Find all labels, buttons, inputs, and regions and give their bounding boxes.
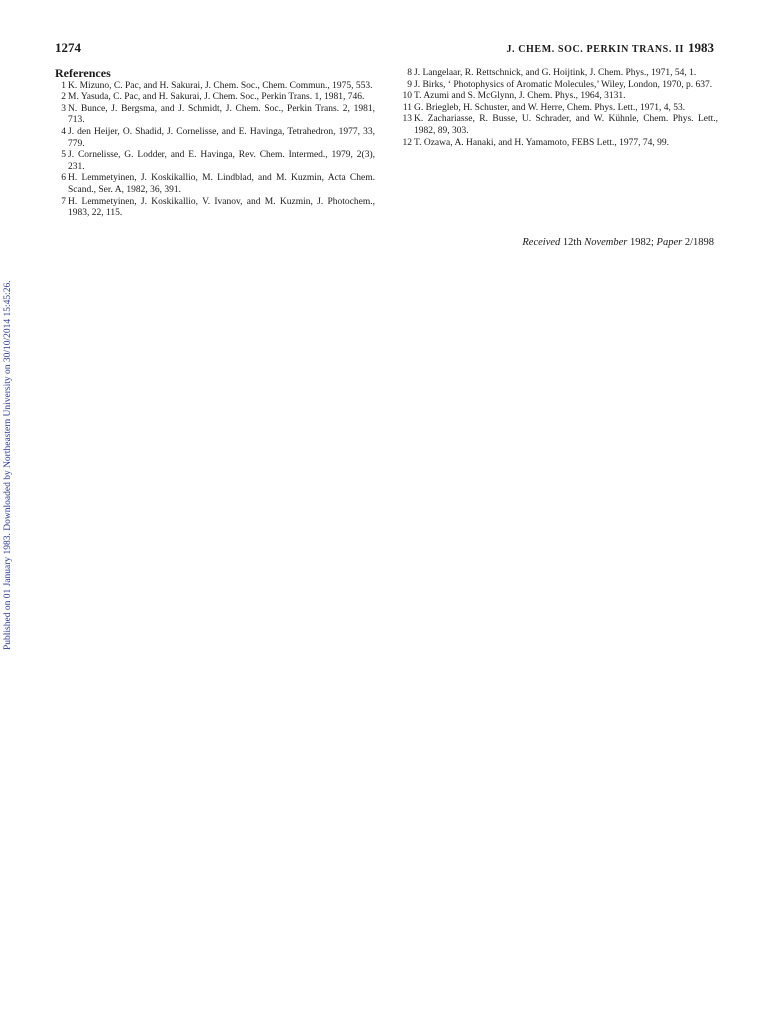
- reference-item: [398, 103, 718, 115]
- reference-text: T. Azumi and S. McGlynn, J. Chem. Phys., 1964, 3131.: [414, 91, 626, 102]
- reference-text: T. Ozawa, A. Hanaki, and H. Yamamoto, FEBS Lett., 1977, 74, 99.: [414, 137, 669, 148]
- references-right-column: [398, 68, 718, 149]
- reference-text: G. Briegleb, H. Schuster, and W. Herre, Chem. Phys. Lett., 1971, 4, 53.: [414, 102, 686, 113]
- reference-number: 12: [402, 137, 412, 148]
- reference-text: J. Cornelisse, G. Lodder, and E. Havinga, Rev. Chem. Intermed., 1979, 2(3), 231.: [68, 150, 375, 172]
- reference-item: [398, 80, 718, 92]
- reference-number: 3: [61, 103, 66, 114]
- paper-label: Paper: [656, 237, 683, 248]
- journal-title: J. CHEM. SOC. PERKIN TRANS. II: [506, 44, 684, 55]
- reference-item: [55, 197, 375, 220]
- reference-text: H. Lemmetyinen, J. Koskikallio, V. Ivanov, and M. Kuzmin, J. Photochem., 1983, 22, 115.: [68, 196, 375, 219]
- received-month: November: [584, 237, 628, 248]
- reference-number: 5: [61, 150, 66, 161]
- reference-number: 2: [61, 92, 66, 103]
- reference-number: 8: [407, 68, 412, 78]
- received-day: 12th: [562, 237, 582, 248]
- reference-text: J. den Heijer, O. Shadid, J. Cornelisse, and E. Havinga, Tetrahedron, 1977, 33, 779.: [68, 126, 375, 149]
- reference-text: H. Lemmetyinen, J. Koskikallio, M. Lindblad, and M. Kuzmin, Acta Chem. Scand., Ser. A, 1982, 36, 391.: [68, 173, 375, 195]
- received-note: [522, 237, 714, 248]
- journal-header: [506, 40, 714, 56]
- reference-number: 13: [402, 114, 412, 125]
- reference-text: J. Langelaar, R. Rettschnick, and G. Hoijtink, J. Chem. Phys., 1971, 54, 1.: [414, 68, 697, 78]
- reference-number: 11: [402, 102, 412, 113]
- reference-item: [55, 150, 375, 173]
- reference-text: K. Zachariasse, R. Busse, U. Schrader, and W. Kühnle, Chem. Phys. Lett., 1982, 89, 303.: [414, 114, 718, 136]
- reference-number: 7: [61, 196, 66, 207]
- journal-year: 1983: [688, 40, 714, 55]
- reference-item: [55, 104, 375, 127]
- received-year: 1982;: [629, 237, 654, 248]
- received-label: Received: [522, 237, 561, 248]
- reference-item: [398, 138, 718, 150]
- reference-text: K. Mizuno, C. Pac, and H. Sakurai, J. Chem. Soc., Chem. Commun., 1975, 553.: [68, 80, 373, 91]
- reference-number: 10: [402, 91, 412, 102]
- download-stamp: Published on 01 January 1983. Downloaded by Northeastern University on 30/10/2014 15:45:26.: [3, 280, 13, 650]
- reference-text: J. Birks, ‘ Photophysics of Aromatic Molecules,’ Wiley, London, 1970, p. 637.: [414, 79, 713, 90]
- reference-item: [55, 173, 375, 196]
- reference-item: [55, 81, 375, 93]
- reference-number: 9: [407, 79, 412, 90]
- reference-number: 4: [61, 126, 66, 137]
- reference-number: 6: [61, 173, 66, 184]
- reference-text: N. Bunce, J. Bergsma, and J. Schmidt, J. Chem. Soc., Perkin Trans. 2, 1981, 713.: [68, 103, 375, 126]
- reference-number: 1: [61, 80, 66, 91]
- reference-item: [398, 114, 718, 137]
- reference-item: [398, 68, 718, 80]
- reference-item: [398, 91, 718, 103]
- references-heading: References: [55, 66, 111, 80]
- reference-text: M. Yasuda, C. Pac, and H. Sakurai, J. Chem. Soc., Perkin Trans. 1, 1981, 746.: [68, 92, 365, 103]
- paper-number: 2/1898: [684, 237, 714, 248]
- reference-item: [55, 127, 375, 150]
- references-left-column: [55, 68, 375, 220]
- reference-item: [55, 92, 375, 104]
- page-number: 1274: [55, 40, 81, 55]
